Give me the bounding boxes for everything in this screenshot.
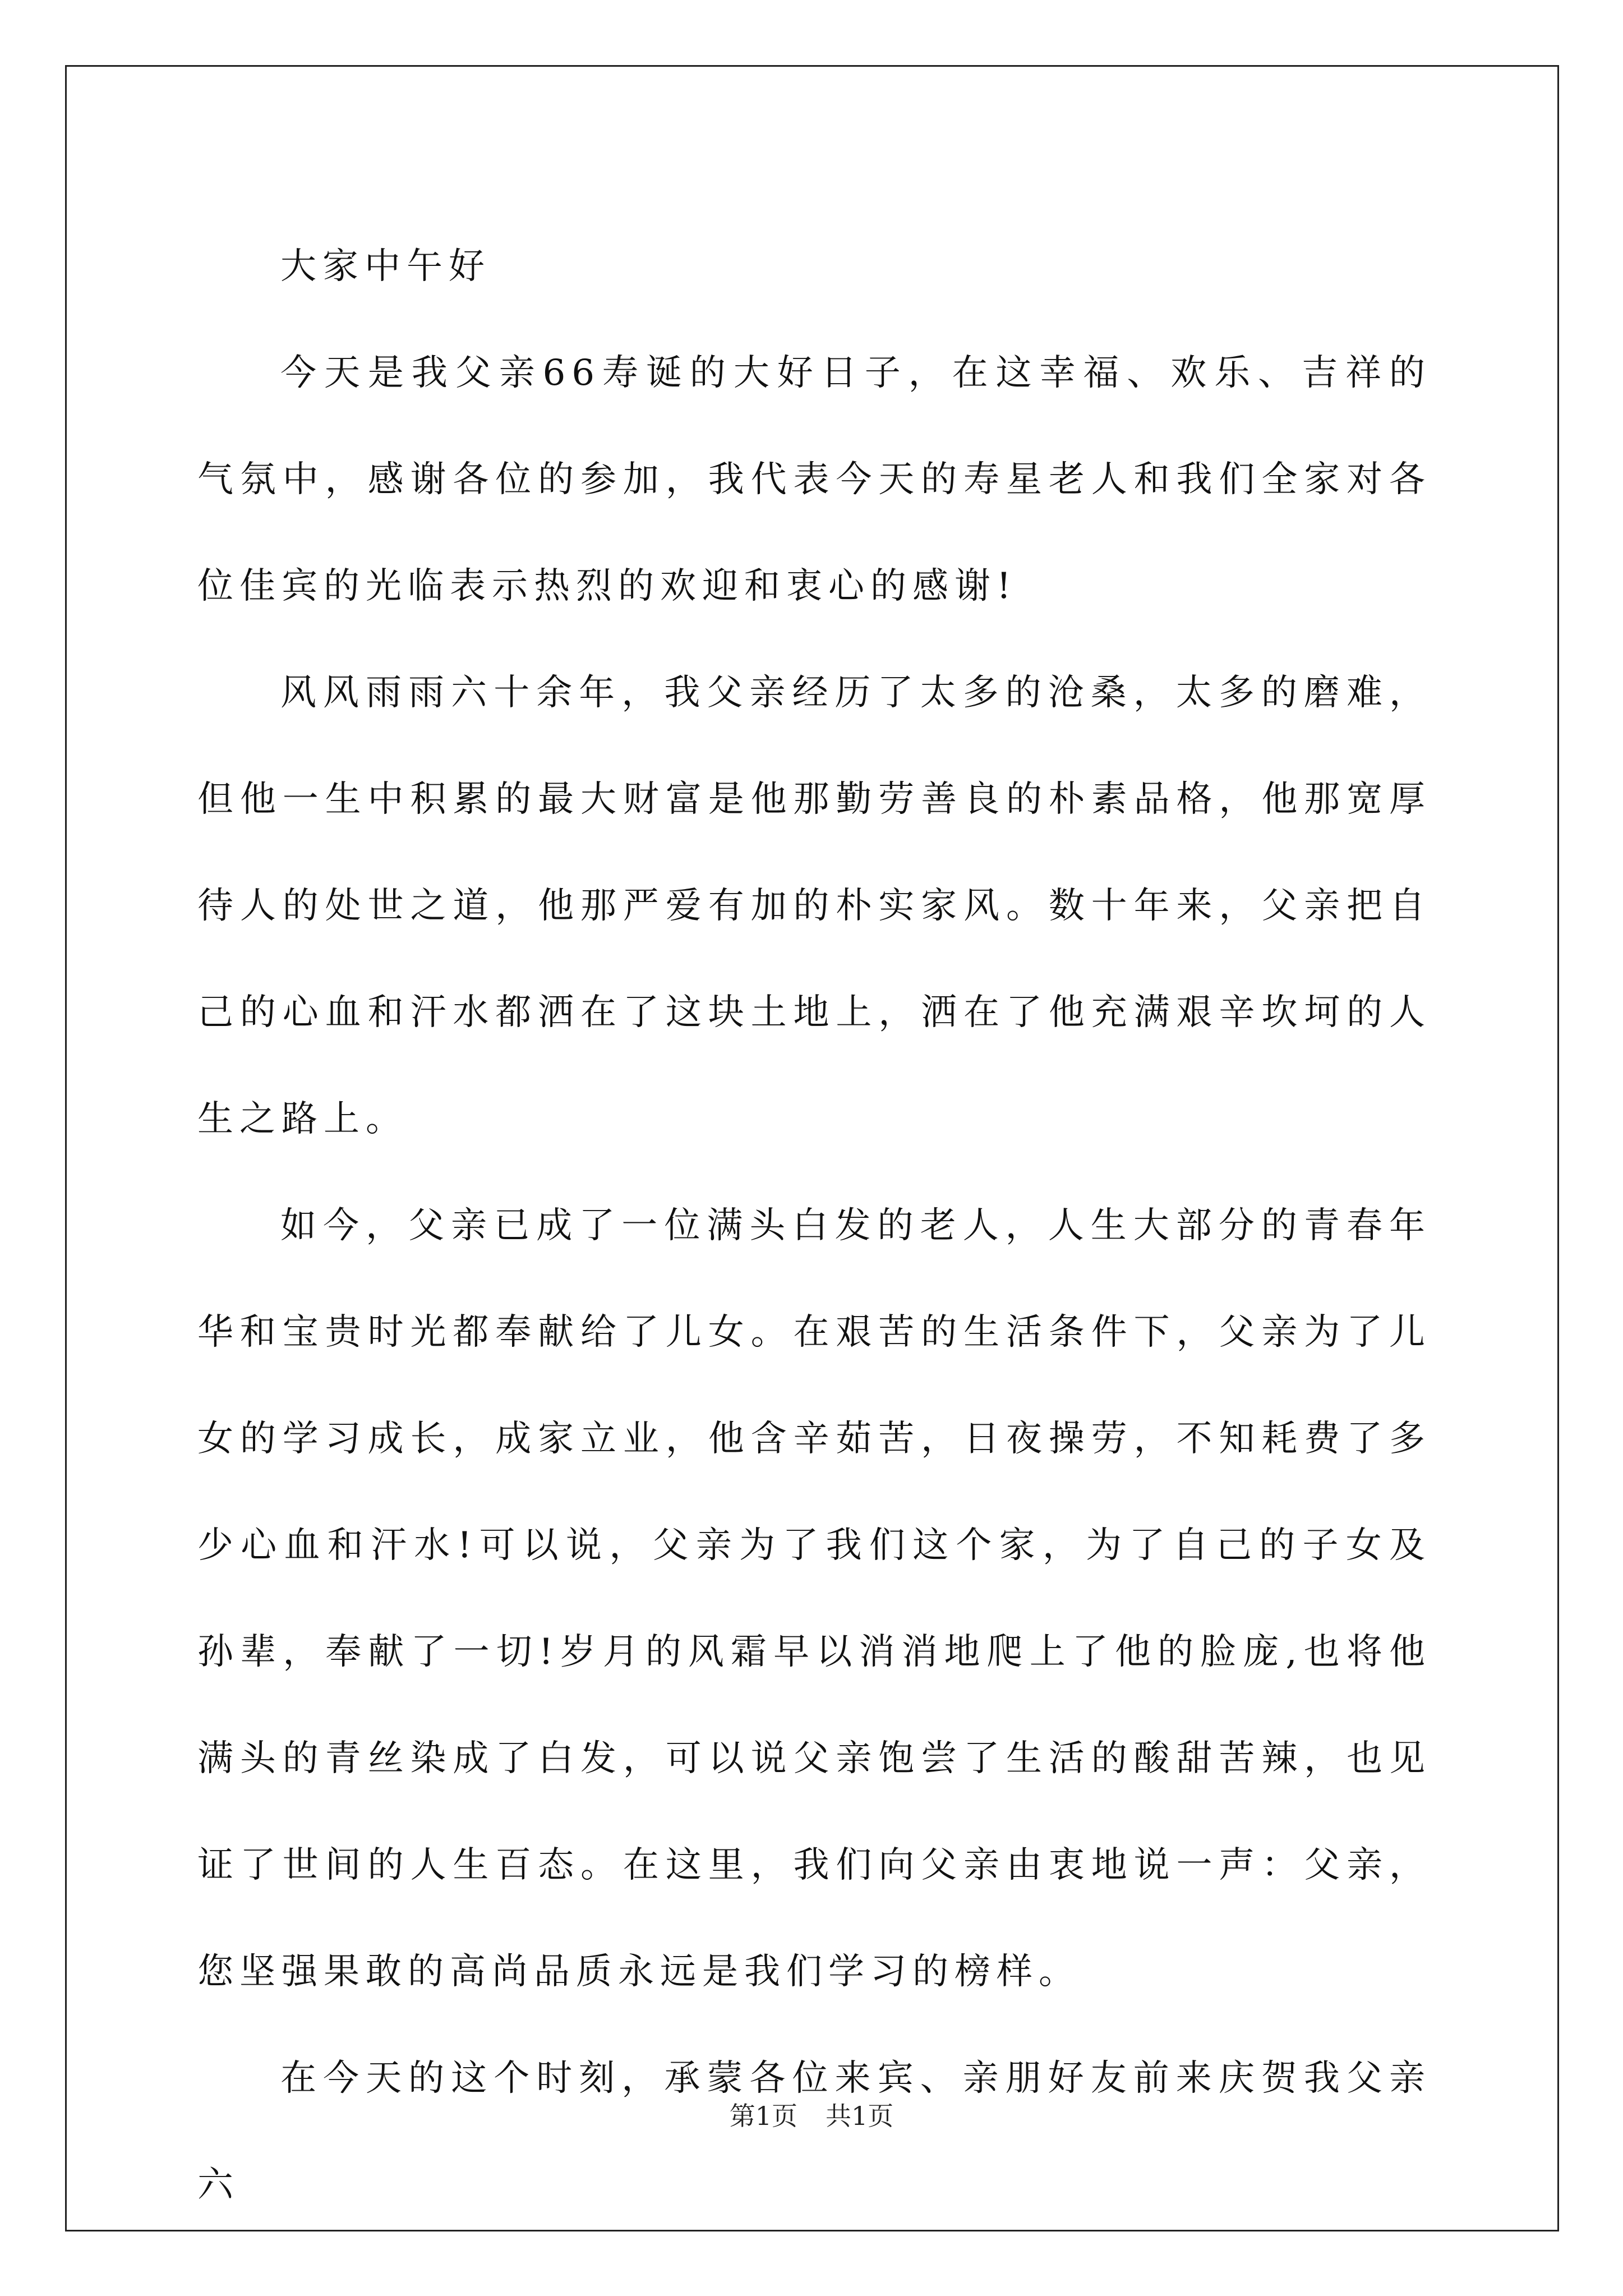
paragraph-welcome: 今天是我父亲66寿诞的大好日子，在这幸福、欢乐、吉祥的气氛中，感谢各位的参加，我代表今天的寿星老人和我们全家对各位佳宾的光临表示热烈的欢迎和衷心的感谢!: [197, 352, 1431, 607]
paragraph-greeting: 大家中午好: [280, 246, 491, 287]
paragraph-father-dedication: 如今，父亲已成了一位满头白发的老人，人生大部分的青春年华和宝贵时光都奉献给了儿女。在艰苦的生活条件下，父亲为了儿女的学习成长，成家立业，他含辛茹苦，日夜操劳，不知耗费了多少心血和汗水!可以说，父亲为了我们这个家，为了自己的子女及孙辈，奉献了一切!岁月的风霜早以消消地爬上了他的脸庞,也将他满头的青丝染成了白发，可以说父亲饱尝了生活的酸甜苦辣，也见证了世间的人生百态。在这里，我们向父亲由衷地说一声：父亲，您坚强果敢的高尚品质永远是我们学习的榜样。: [197, 1205, 1431, 1993]
document-body: [197, 213, 1431, 2238]
page-number-current: 第1页: [729, 2101, 797, 2131]
page-number-total: 共1页: [826, 2101, 894, 2131]
paragraph-father-life: 风风雨雨六十余年，我父亲经历了太多的沧桑，太多的磨难，但他一生中积累的最大财富是他那勤劳善良的朴素品格，他那宽厚待人的处世之道，他那严爱有加的朴实家风。数十年来，父亲把自己的心血和汗水都洒在了这块土地上，洒在了他充满艰辛坎坷的人生之路上。: [197, 672, 1431, 1140]
paragraph-thanks: 在今天的这个时刻，承蒙各位来宾、亲朋好友前来庆贺我父亲六: [197, 2058, 1431, 2206]
page-footer: [0, 2099, 1623, 2133]
